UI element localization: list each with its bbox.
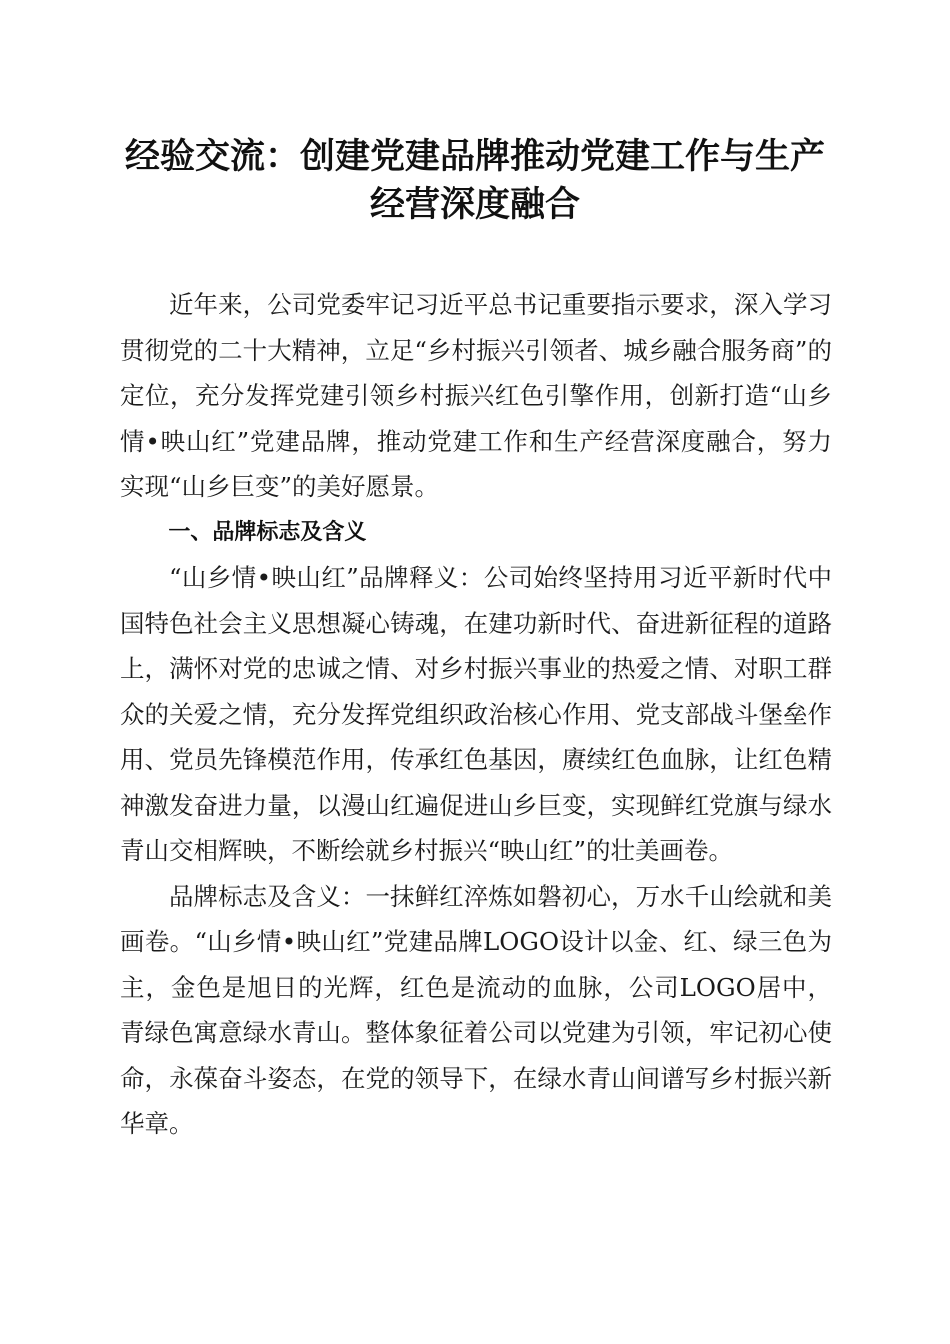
brand-logo-paragraph: 品牌标志及含义：一抹鲜红淬炼如磐初心，万水千山绘就和美画卷。“山乡情•映山红”党建品牌LOGO设计以金、红、绿三色为主，金色是旭日的光辉，红色是流动的血脉，公司LOGO居中，青绿色寓意绿水青山。整体象征着公司以党建为引领，牢记初心使命，永葆奋斗姿态，在党的领导下，在绿水青山间谱写乡村振兴新华章。 [120, 881, 832, 1138]
brand-meaning-paragraph: “山乡情•映山红”品牌释义：公司始终坚持用习近平新时代中国特色社会主义思想凝心铸魂，在建功新时代、奋进新征程的道路上，满怀对党的忠诚之情、对乡村振兴事业的热爱之情、对职工群众的关爱之情，充分发挥党组织政治核心作用、党支部战斗堡垒作用、党员先锋模范作用，传承红色基因，赓续红色血脉，让红色精神激发奋进力量，以漫山红遍促进山乡巨变，实现鲜红党旗与绿水青山交相辉映，不断绘就乡村振兴“映山红”的壮美画卷。 [120, 563, 832, 865]
document-body [120, 282, 832, 1147]
section-heading: 一、品牌标志及含义 [168, 519, 367, 545]
intro-paragraph: 近年来，公司党委牢记习近平总书记重要指示要求，深入学习贯彻党的二十大精神，立足“乡村振兴引领者、城乡融合服务商”的定位，充分发挥党建引领乡村振兴红色引擎作用，创新打造“山乡情•映山红”党建品牌，推动党建工作和生产经营深度融合，努力实现“山乡巨变”的美好愿景。 [120, 290, 832, 501]
document-title: 经验交流：创建党建品牌推动党建工作与生产经营深度融合 [124, 136, 825, 225]
